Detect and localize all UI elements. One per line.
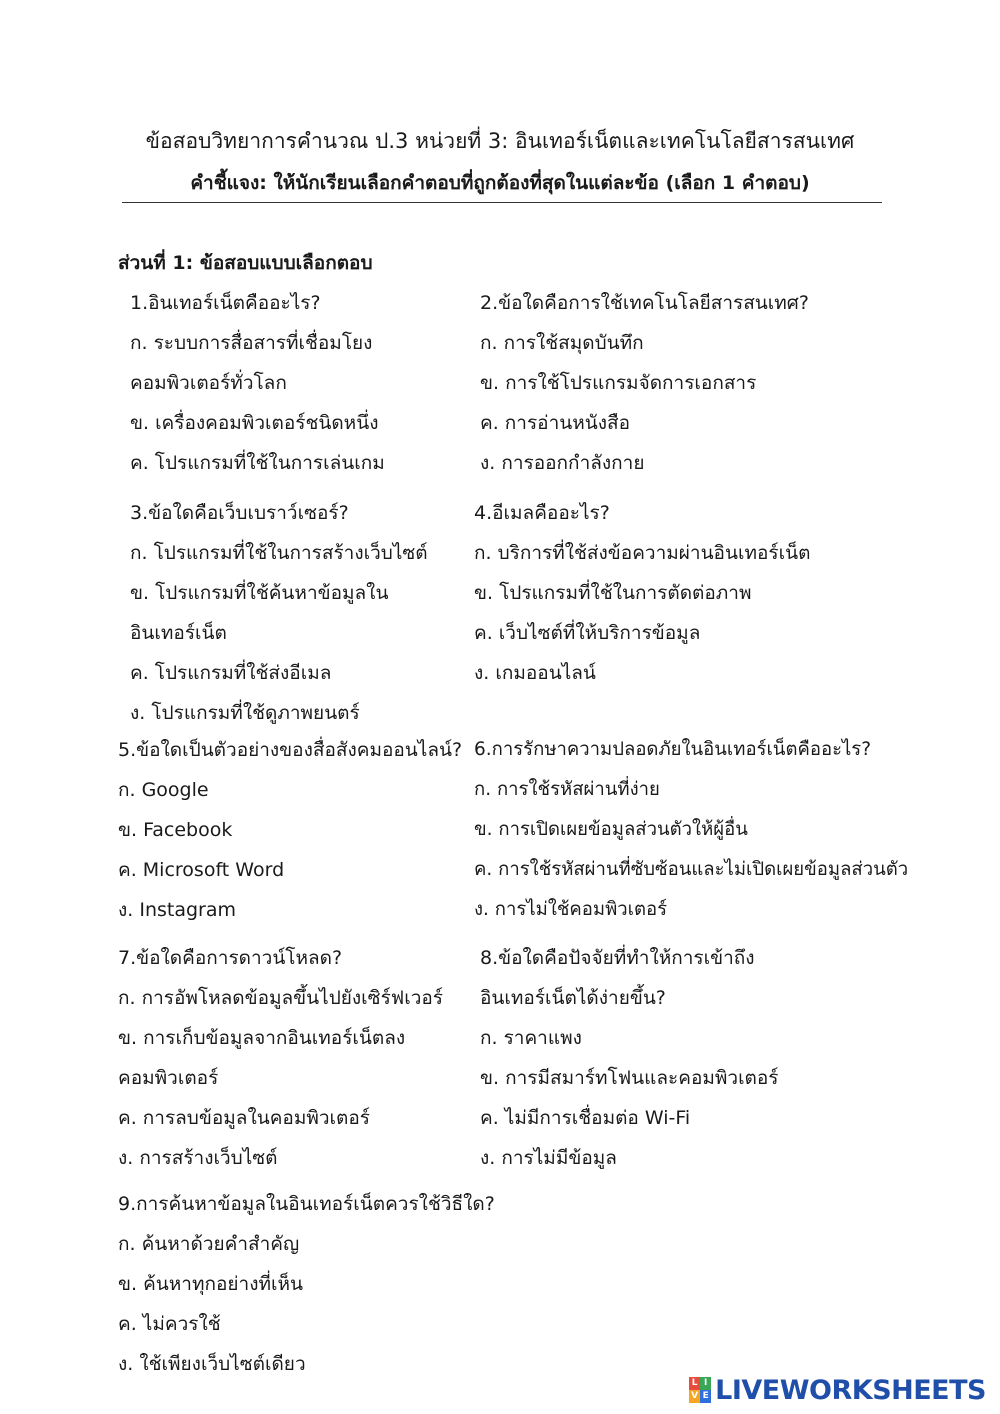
option-line: ค. การลบข้อมูลในคอมพิวเตอร์ xyxy=(118,1107,370,1129)
option-line: ก. โปรแกรมที่ใช้ในการสร้างเว็บไซต์ xyxy=(130,542,428,564)
option-line: ข. เครื่องคอมพิวเตอร์ชนิดหนึ่ง xyxy=(130,412,379,434)
option-line: ค. โปรแกรมที่ใช้ส่งอีเมล xyxy=(130,662,332,684)
option-line: ก. Google xyxy=(118,779,209,801)
header-divider xyxy=(122,202,882,203)
option-line: คอมพิวเตอร์ xyxy=(118,1067,219,1089)
question-9 xyxy=(118,1184,495,1384)
option-line: ก. ระบบการสื่อสารที่เชื่อมโยง xyxy=(130,332,373,354)
option-line: คอมพิวเตอร์ทั่วโลก xyxy=(130,372,287,394)
option-line: ข. การเก็บข้อมูลจากอินเทอร์เน็ตลง xyxy=(118,1027,406,1049)
instruction-text: คำชี้แจง: ให้นักเรียนเลือกคำตอบที่ถูกต้องที่สุดในแต่ละข้อ (เลือก 1 คำตอบ) xyxy=(190,172,810,194)
question-text: อินเทอร์เน็ตได้ง่ายขึ้น? xyxy=(480,987,666,1009)
question-text: 5.ข้อใดเป็นตัวอย่างของสื่อสังคมออนไลน์? xyxy=(118,739,463,761)
worksheet-title: ข้อสอบวิทยาการคำนวณ ป.3 หน่วยที่ 3: อินเทอร์เน็ตและเทคโนโลยีสารสนเทศ xyxy=(145,129,855,153)
option-line: อินเทอร์เน็ต xyxy=(130,622,227,644)
brand-text: LIVEWORKSHEETS xyxy=(715,1374,986,1406)
question-5 xyxy=(118,730,462,930)
question-6 xyxy=(474,730,908,930)
option-line: ค. ไม่ควรใช้ xyxy=(118,1313,221,1335)
question-text: 2.ข้อใดคือการใช้เทคโนโลยีสารสนเทศ? xyxy=(480,292,809,314)
liveworksheets-logo xyxy=(689,1372,986,1408)
option-line: ข. การมีสมาร์ทโฟนและคอมพิวเตอร์ xyxy=(480,1067,779,1089)
option-line: ก. การใช้รหัสผ่านที่ง่าย xyxy=(474,779,660,800)
question-text: 3.ข้อใดคือเว็บเบราว์เซอร์? xyxy=(130,502,349,524)
option-line: ข. โปรแกรมที่ใช้ในการตัดต่อภาพ xyxy=(474,582,752,604)
option-line: ค. Microsoft Word xyxy=(118,859,285,881)
option-line: ข. ค้นหาทุกอย่างที่เห็น xyxy=(118,1273,304,1295)
question-8 xyxy=(480,938,779,1178)
question-text: 6.การรักษาความปลอดภัยในอินเทอร์เน็ตคืออะไร? xyxy=(474,739,872,760)
option-line: ค. ไม่มีการเชื่อมต่อ Wi-Fi xyxy=(480,1107,691,1129)
question-text: 4.อีเมลคืออะไร? xyxy=(474,502,610,524)
question-text: 7.ข้อใดคือการดาวน์โหลด? xyxy=(118,947,343,969)
option-line: ง. การไม่ใช้คอมพิวเตอร์ xyxy=(474,899,668,920)
option-line: ง. การไม่มีข้อมูล xyxy=(480,1147,617,1169)
option-line: ก. ค้นหาด้วยคำสำคัญ xyxy=(118,1233,300,1255)
option-line: ข. Facebook xyxy=(118,819,233,841)
option-line: ก. บริการที่ใช้ส่งข้อความผ่านอินเทอร์เน็ต xyxy=(474,542,811,564)
option-line: ง. การสร้างเว็บไซต์ xyxy=(118,1147,278,1169)
option-line: ก. ราคาแพง xyxy=(480,1027,582,1049)
question-4 xyxy=(474,493,810,693)
question-7 xyxy=(118,938,443,1178)
section-title: ส่วนที่ 1: ข้อสอบแบบเลือกตอบ xyxy=(118,252,373,274)
option-line: ง. การออกกำลังกาย xyxy=(480,452,645,474)
question-text: 8.ข้อใดคือปัจจัยที่ทำให้การเข้าถึง xyxy=(480,947,755,969)
option-line: ง. เกมออนไลน์ xyxy=(474,662,596,684)
option-line: ก. การอัพโหลดข้อมูลขึ้นไปยังเซิร์ฟเวอร์ xyxy=(118,987,444,1009)
option-line: ค. การอ่านหนังสือ xyxy=(480,412,631,434)
option-line: ค. โปรแกรมที่ใช้ในการเล่นเกม xyxy=(130,452,385,474)
question-3 xyxy=(130,493,428,733)
question-2 xyxy=(480,283,809,483)
option-line: ข. การเปิดเผยข้อมูลส่วนตัวให้ผู้อื่น xyxy=(474,819,748,840)
option-line: ข. โปรแกรมที่ใช้ค้นหาข้อมูลใน xyxy=(130,582,389,604)
option-line: ง. ใช้เพียงเว็บไซต์เดียว xyxy=(118,1353,306,1375)
liveworksheets-mark-icon: L I V E xyxy=(689,1377,711,1403)
option-line: ค. เว็บไซต์ที่ให้บริการข้อมูล xyxy=(474,622,701,644)
question-text: 1.อินเทอร์เน็ตคืออะไร? xyxy=(130,292,321,314)
option-line: ง. Instagram xyxy=(118,899,237,921)
question-text: 9.การค้นหาข้อมูลในอินเทอร์เน็ตควรใช้วิธีใด? xyxy=(118,1193,495,1215)
option-line: ง. โปรแกรมที่ใช้ดูภาพยนตร์ xyxy=(130,702,360,724)
option-line: ข. การใช้โปรแกรมจัดการเอกสาร xyxy=(480,372,757,394)
question-1 xyxy=(130,283,385,483)
option-line: ค. การใช้รหัสผ่านที่ซับซ้อนและไม่เปิดเผยข้อมูลส่วนตัว xyxy=(474,859,909,880)
option-line: ก. การใช้สมุดบันทึก xyxy=(480,332,644,354)
